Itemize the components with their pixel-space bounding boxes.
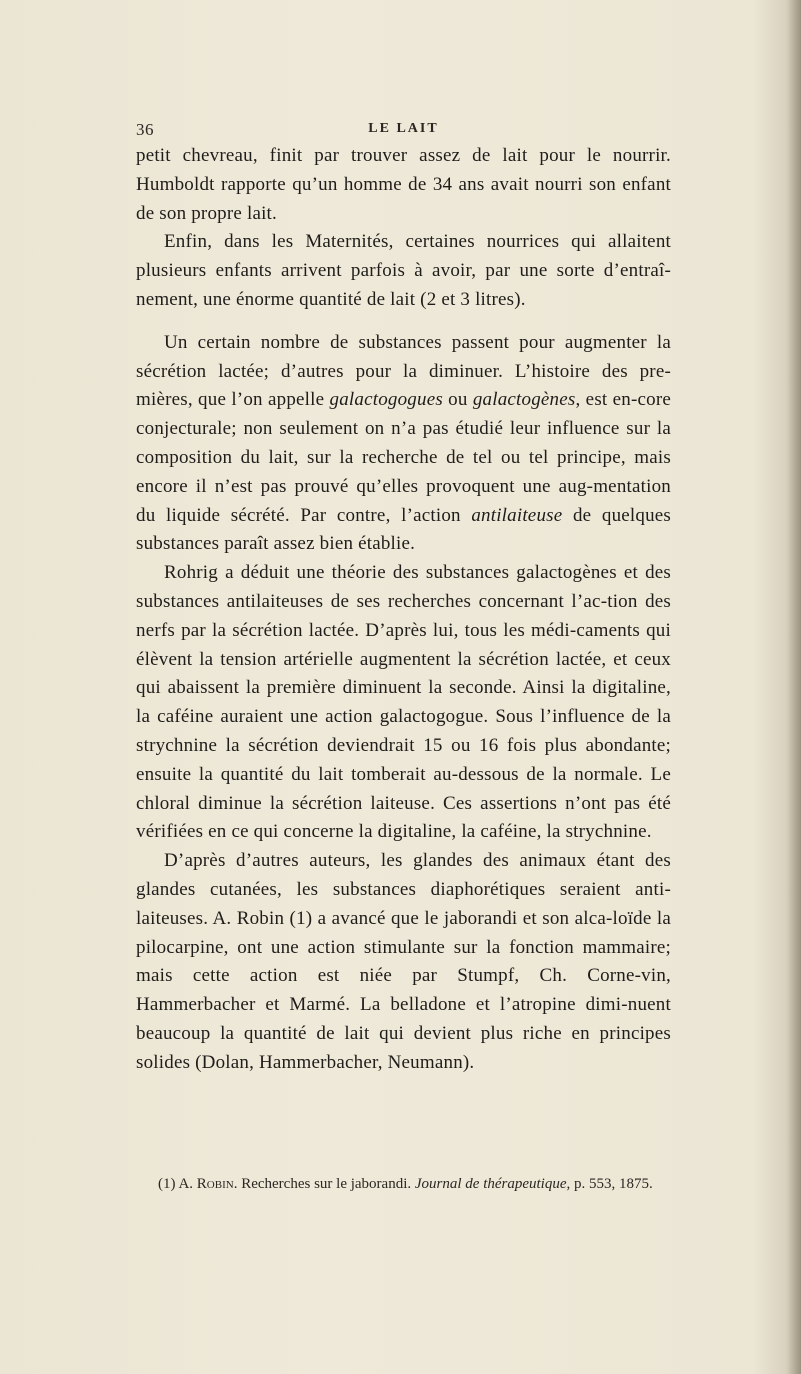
- body-text: [136, 142, 671, 1078]
- running-head: LE LAIT: [368, 121, 439, 136]
- footnote-author: Robin: [196, 1176, 234, 1192]
- footnote-journal: Journal de thérapeutique: [414, 1176, 567, 1192]
- footnote: (1) A. Robin. Recherches sur le jaborandi. Journal de thérapeutique, p. 553, 1875.: [158, 1176, 653, 1192]
- paragraph-1: petit chevreau, finit par trouver assez de lait pour le nourrir. Humboldt rapporte qu’un homme de 34 ans avait nourri son enfant de son propre lait.: [136, 145, 671, 224]
- italic-term: antilaiteuse: [471, 504, 563, 526]
- page-header: [136, 120, 671, 144]
- page-edge-shadow: [787, 0, 801, 1374]
- paragraph-4: Rohrig a déduit une théorie des substances galactogènes et des substances antilaiteuses de ses recherches concernant l’ac-tion des nerfs par la sécrétion lactée. D’après lui, tous les médi-caments qui élèvent la tension artérielle augmentent la sécrétion lactée, et ceux qui abaissent la première diminuent la seconde. Ainsi la digitaline, la caféine auraient une action galactogogue. Sous l’influence de la strychnine la sécrétion deviendrait 15 ou 16 fois plus abondante; ensuite la quantité du lait tomberait au-dessous de la normale. Le chloral diminue la sécrétion laiteuse. Ces assertions n’ont pas été vérifiées en ce qui concerne la digitaline, la caféine, la strychnine.: [136, 562, 671, 843]
- paragraph-2: Enfin, dans les Maternités, certaines nourrices qui allaitent plusieurs enfants arrivent parfois à avoir, par une sorte d’entraî-nement, une énorme quantité de lait (2 et 3 litres).: [136, 231, 671, 310]
- footnote-reference: p. 553, 1875.: [574, 1176, 653, 1192]
- paragraph-5: D’après d’autres auteurs, les glandes des animaux étant des glandes cutanées, les substances diaphorétiques seraient anti-laiteuses. A. Robin (1) a avancé que le jaborandi et son alca-loïde la pilocarpine, ont une action stimulante sur la fonction mammaire; mais cette action est niée par Stumpf, Ch. Corne-vin, Hammerbacher et Marmé. La belladone et l’atropine dimi-nuent beaucoup la quantité de lait qui devient plus riche en principes solides (Dolan, Hammerbacher, Neumann).: [136, 850, 671, 1073]
- paragraph-3: Un certain nombre de substances passent pour augmenter la sécrétion lactée; d’autres pour la diminuer. L’histoire des pre-mières, que l’on appelle galactogogues ou galactogènes, est en-core conjecturale; non seulement on n’a pas étudié leur influence sur la composition du lait, sur la recherche de tel ou tel principe, mais encore il n’est pas prouvé qu’elles provoquent une aug-mentation du liquide sécrété. Par contre, l’action antilaiteuse de quelques substances paraît assez bien établie.: [136, 331, 672, 555]
- footnote-marker: (1): [158, 1176, 176, 1192]
- page-number: 36: [136, 120, 154, 139]
- footnote-author-initial: A.: [178, 1176, 194, 1192]
- footnote-title: Recherches sur le jaborandi.: [241, 1176, 412, 1192]
- italic-term: galactogènes: [472, 389, 576, 411]
- italic-term: galactogogues: [329, 389, 443, 411]
